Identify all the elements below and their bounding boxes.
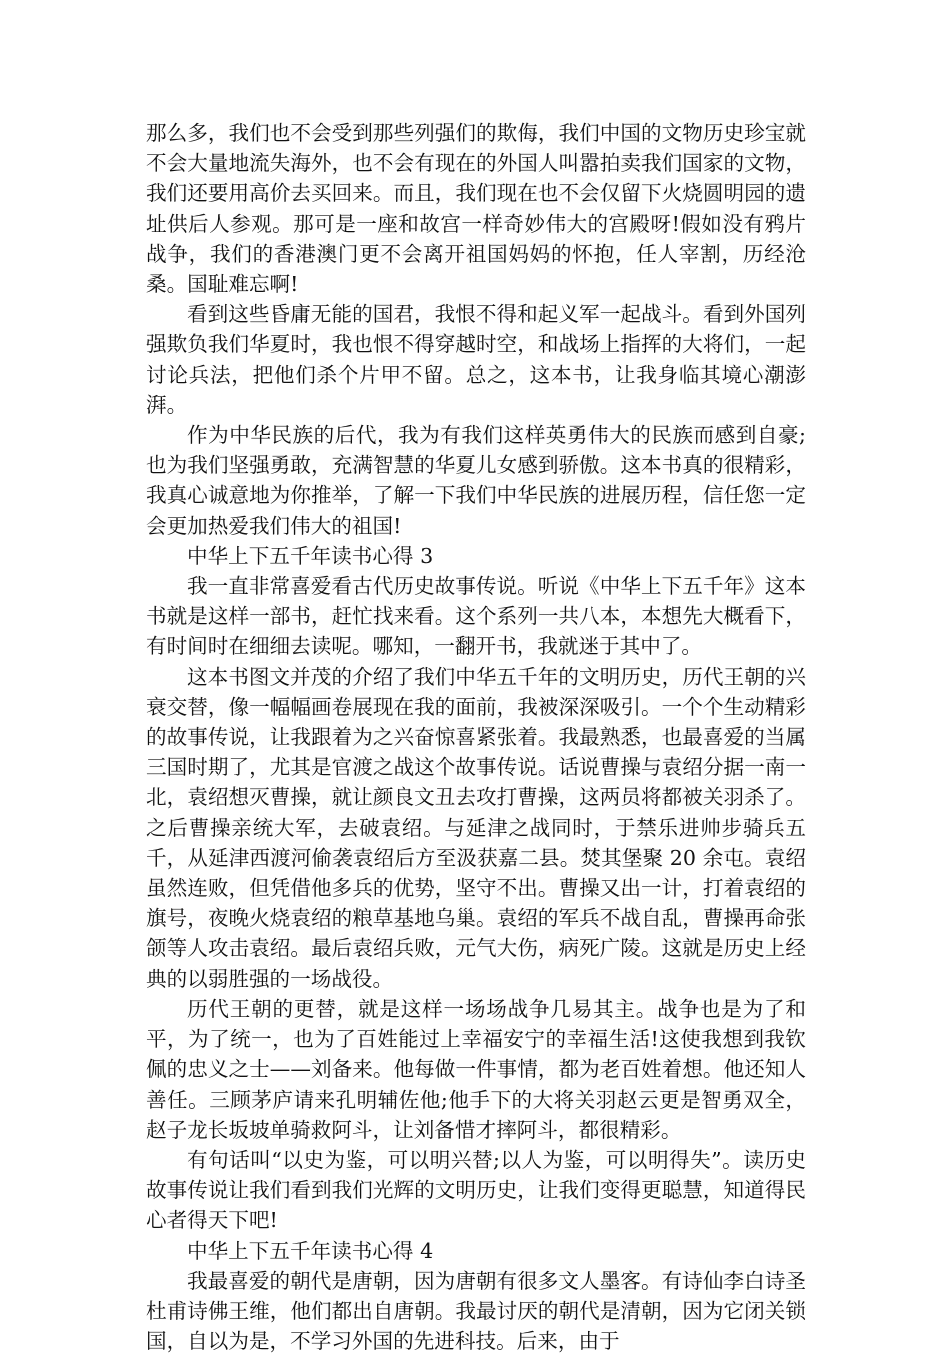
section-heading-4: 中华上下五千年读书心得 4: [187, 1238, 434, 1263]
section-heading-3: 中华上下五千年读书心得 3: [187, 543, 434, 568]
paragraph-5: 这本书图文并茂的介绍了我们中华五千年的文明历史，历代王朝的兴衰交替，像一幅幅画卷展现在我的面前，我被深深吸引。一个个生动精彩的故事传说，让我跟着为之兴奋惊喜紧张着。我最熟悉，也最喜爱的当属三国时期了，尤其是官渡之战这个故事传说。话说曹操与袁绍分据一南一北，袁绍想灭曹操，就让颜良文丑去攻打曹操，这两员将都被关羽杀了。之后曹操亲统大军，去破袁绍。与延津之战同时，于禁乐进帅步骑兵五千，从延津西渡河偷袭袁绍后方至汲获嘉二县。焚其堡聚 20 余屯。袁绍虽然连败，但凭借他多兵的优势，坚守不出。曹操又出一计，打着袁绍的旗号，夜晚火烧袁绍的粮草基地乌巢。袁绍的军兵不战自乱，曹操再命张颌等人攻击袁绍。最后袁绍兵败，元气大伤，病死广陵。这就是历史上经典的以弱胜强的一场战役。: [146, 664, 806, 991]
paragraph-7: 有句话叫“以史为鉴，可以明兴替;以人为鉴，可以明得失”。读历史故事传说让我们看到我们光辉的文明历史，让我们变得更聪慧，知道得民心者得天下吧!: [146, 1147, 806, 1233]
paragraph-8: 我最喜爱的朝代是唐朝，因为唐朝有很多文人墨客。有诗仙李白诗圣杜甫诗佛王维，他们都出自唐朝。我最讨厌的朝代是清朝，因为它闭关锁国，自以为是，不学习外国的先进科技。后来，由于: [146, 1268, 806, 1354]
paragraph-1: 那么多，我们也不会受到那些列强们的欺侮，我们中国的文物历史珍宝就不会大量地流失海外，也不会有现在的外国人叫嚣拍卖我们国家的文物，我们还要用高价去买回来。而且，我们现在也不会仅留下火烧圆明园的遗址供后人参观。那可是一座和故宫一样奇妙伟大的宫殿呀!假如没有鸦片战争，我们的香港澳门更不会离开祖国妈妈的怀抱，任人宰割，历经沧桑。国耻难忘啊!: [146, 121, 806, 297]
paragraph-6: 历代王朝的更替，就是这样一场场战争几易其主。战争也是为了和平，为了统一，也为了百姓能过上幸福安宁的幸福生活!这使我想到我钦佩的忠义之士——刘备来。他每做一件事情，都为老百姓着想。他还知人善任。三顾茅庐请来孔明辅佐他;他手下的大将关羽赵云更是智勇双全，赵子龙长坂坡单骑救阿斗，让刘备惜才摔阿斗，都很精彩。: [146, 996, 806, 1142]
paragraph-2: 看到这些昏庸无能的国君，我恨不得和起义军一起战斗。看到外国列强欺负我们华夏时，我也恨不得穿越时空，和战场上指挥的大将们，一起讨论兵法，把他们杀个片甲不留。总之，这本书，让我身临其境心潮澎湃。: [146, 302, 806, 417]
paragraph-3: 作为中华民族的后代，我为有我们这样英勇伟大的民族而感到自豪;也为我们坚强勇敢，充满智慧的华夏儿女感到骄傲。这本书真的很精彩，我真心诚意地为你推举，了解一下我们中华民族的进展历程，信任您一定会更加热爱我们伟大的祖国!: [146, 423, 806, 538]
document-page: [146, 118, 806, 1356]
paragraph-4: 我一直非常喜爱看古代历史故事传说。听说《中华上下五千年》这本书就是这样一部书，赶忙找来看。这个系列一共八本，本想先大概看下，有时间时在细细去读呢。哪知，一翻开书，我就迷于其中了。: [146, 574, 806, 659]
